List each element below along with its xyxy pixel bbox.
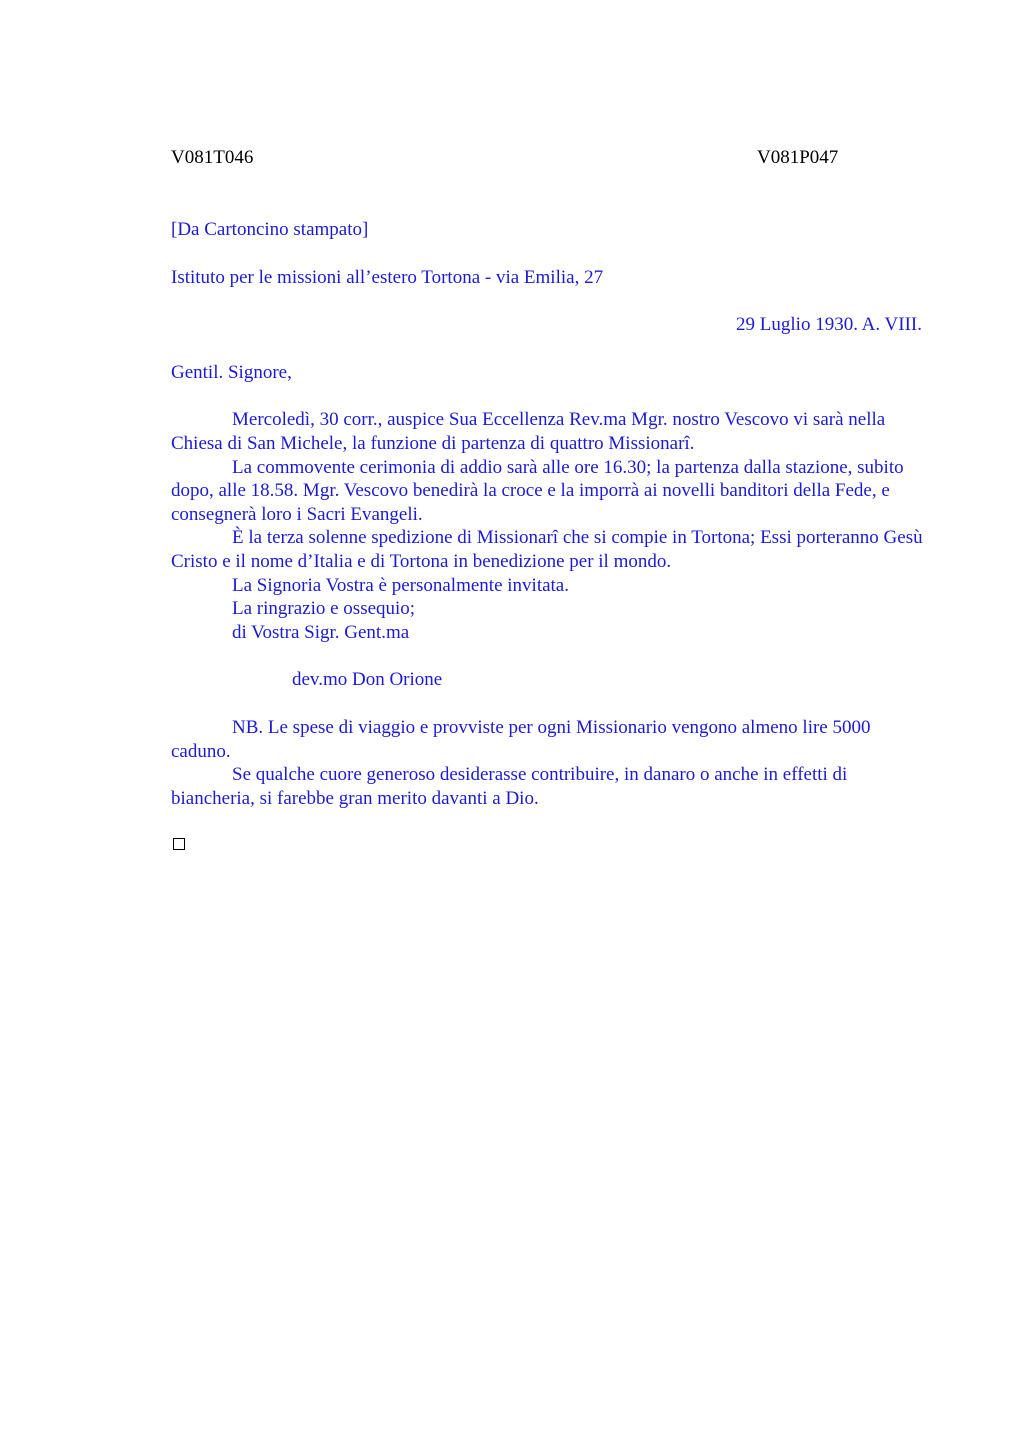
paragraph-third-expedition: È la terza solenne spedizione di Missionarî che si compie in Tortona; Essi porteranno Gesù Cristo e il nome d’Italia e di Tortona in benedizione per il mondo.: [171, 527, 923, 572]
letter-body: [171, 218, 931, 810]
paragraph-closing: di Vostra Sigr. Gent.ma: [232, 621, 410, 643]
paragraph-invitation: La Signoria Vostra è personalmente invitata.: [232, 574, 569, 596]
document-code-right: V081P047: [757, 147, 839, 168]
institute-line: Istituto per le missioni all’estero Tortona - via Emilia, 27: [171, 266, 604, 288]
empty-square-icon: [173, 838, 185, 850]
salutation: Gentil. Signore,: [171, 361, 292, 383]
source-note: [Da Cartoncino stampato]: [171, 219, 369, 240]
letter-date: 29 Luglio 1930. A. VIII.: [736, 314, 922, 336]
postscript-contribution: Se qualche cuore generoso desiderasse contribuire, in danaro o anche in effetti di biancheria, si farebbe gran merito davanti a Dio.: [171, 764, 848, 809]
signature: dev.mo Don Orione: [292, 669, 443, 691]
paragraph-ceremony-times: La commovente cerimonia di addio sarà alle ore 16.30; la partenza dalla stazione, subito dopo, alle 18.58. Mgr. Vescovo benedirà la croce e la imporrà ai novelli banditori della Fede, e consegnerà loro i Sacri Evangeli.: [171, 456, 904, 525]
postscript-costs: NB. Le spese di viaggio e provviste per ogni Missionario vengono almeno lire 5000 caduno.: [171, 716, 871, 762]
paragraph-thanks: La ringrazio e ossequio;: [232, 598, 416, 620]
paragraph-departure-ceremony: Mercoledì, 30 corr., auspice Sua Eccellenza Rev.ma Mgr. nostro Vescovo vi sarà nella Chiesa di San Michele, la funzione di partenza di quattro Missionarî.: [171, 409, 886, 454]
document-code-left: V081T046: [171, 147, 254, 168]
